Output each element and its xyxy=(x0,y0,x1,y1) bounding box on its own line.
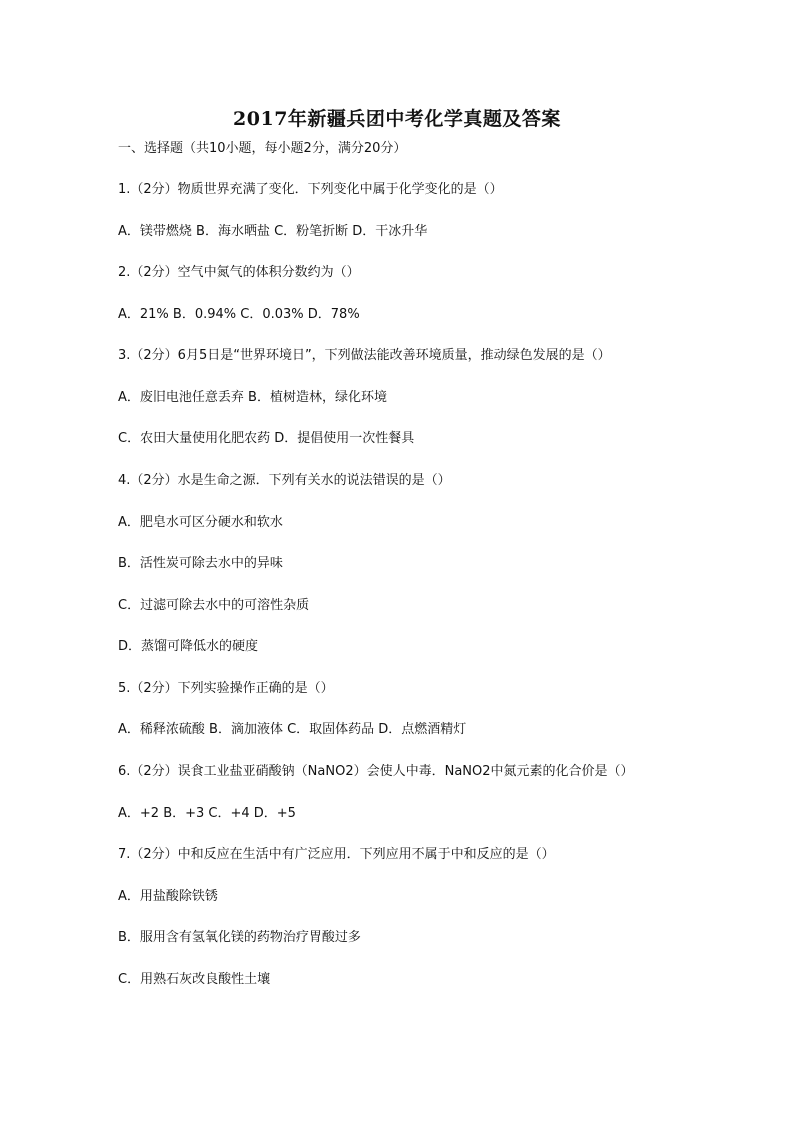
question-3-stem: 3.（2分）6月5日是“世界环境日”，下列做法能改善环境质量，推动绿色发展的是（） xyxy=(118,348,611,363)
question-7-stem: 7.（2分）中和反应在生活中有广泛应用．下列应用不属于中和反应的是（） xyxy=(118,847,555,862)
question-6-stem: 6.（2分）误食工业盐亚硝酸钠（NaNO2）会使人中毒．NaNO2中氮元素的化合价是（） xyxy=(118,764,634,779)
question-3-options-ab: A．废旧电池任意丢弃 B．植树造林，绿化环境 xyxy=(118,390,387,405)
question-3-options-cd: C．农田大量使用化肥农药 D．提倡使用一次性餐具 xyxy=(118,431,415,446)
question-2-options: A．21% B．0.94% C．0.03% D．78% xyxy=(118,307,360,322)
question-5-stem: 5.（2分）下列实验操作正确的是（） xyxy=(118,681,334,696)
question-7-option-a: A．用盐酸除铁锈 xyxy=(118,889,218,904)
question-1-options: A．镁带燃烧 B．海水晒盐 C．粉笔折断 D．干冰升华 xyxy=(118,224,428,239)
question-7-option-c: C．用熟石灰改良酸性土壤 xyxy=(118,972,271,987)
question-7-option-b: B．服用含有氢氧化镁的药物治疗胃酸过多 xyxy=(118,930,361,945)
question-4-option-c: C．过滤可除去水中的可溶性杂质 xyxy=(118,598,310,613)
question-4-option-d: D．蒸馏可降低水的硬度 xyxy=(118,639,259,654)
question-4-option-b: B．活性炭可除去水中的异味 xyxy=(118,556,283,571)
question-2-stem: 2.（2分）空气中氮气的体积分数约为（） xyxy=(118,265,360,280)
question-6-options: A．+2 B．+3 C．+4 D．+5 xyxy=(118,806,296,821)
page-title: 2017年新疆兵团中考化学真题及答案 xyxy=(233,108,561,130)
section-header: 一、选择题（共10小题，每小题2分，满分20分） xyxy=(118,141,407,156)
question-5-options: A．稀释浓硫酸 B．滴加液体 C．取固体药品 D．点燃酒精灯 xyxy=(118,722,467,737)
question-1-stem: 1.（2分）物质世界充满了变化．下列变化中属于化学变化的是（） xyxy=(118,182,503,197)
question-4-stem: 4.（2分）水是生命之源．下列有关水的说法错误的是（） xyxy=(118,473,451,488)
question-4-option-a: A．肥皂水可区分硬水和软水 xyxy=(118,515,283,530)
